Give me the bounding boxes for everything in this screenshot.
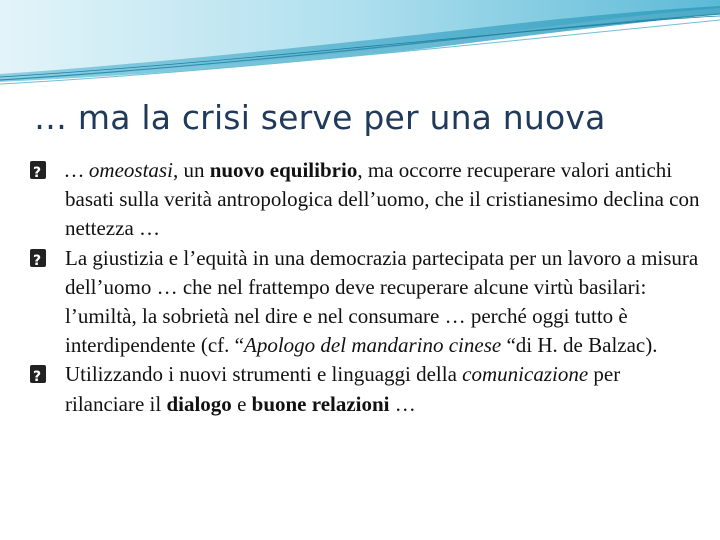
paragraph-text-segment: dialogo (166, 391, 232, 416)
paragraph-text-segment: … omeostasi (65, 158, 173, 182)
paragraph-text-segment: nuovo equilibrio (209, 158, 358, 182)
paragraph-text-segment: … (389, 391, 416, 416)
paragraph-text-segment: , ma occorre recuperare valori antichi basati sulla verità antropologica dell’uomo, che il cristianesimo declina con nettezza … (65, 158, 700, 241)
paragraph-text-segment: Utilizzando i nuovi strumenti e linguaggi della (65, 362, 463, 387)
slide-body (30, 156, 702, 419)
paragraph-text-segment: La giustizia e l’equità in una democrazia partecipata per un lavoro a misura dell’uomo … che nel frattempo deve recuperare alcune virtù basilari: l’umiltà, la sobrietà nel dire e nel consumare … perché oggi tutto è interdipendente (cf. “ (65, 245, 699, 358)
bullet-paragraph (30, 360, 702, 418)
header-wave-decoration (0, 0, 720, 90)
paragraph-text-segment: buone relazioni (251, 391, 390, 416)
bullet-icon (30, 156, 46, 187)
bullet-paragraph (30, 156, 702, 244)
slide-title: … ma la crisi serve per una nuova (34, 98, 606, 137)
bullet-icon (30, 244, 46, 275)
paragraph-text-segment: e (231, 391, 252, 416)
paragraph-text-segment: comunicazione (462, 362, 589, 387)
bullet-paragraph (30, 244, 702, 361)
paragraph-text-segment: “di H. de Balzac). (506, 333, 658, 358)
paragraph-text-segment: Apologo del mandarino cinese (244, 333, 507, 358)
bullet-icon (30, 360, 46, 391)
paragraph-text-segment: per rilanciare il (65, 362, 621, 416)
paragraph-text-segment: , un (172, 158, 210, 182)
